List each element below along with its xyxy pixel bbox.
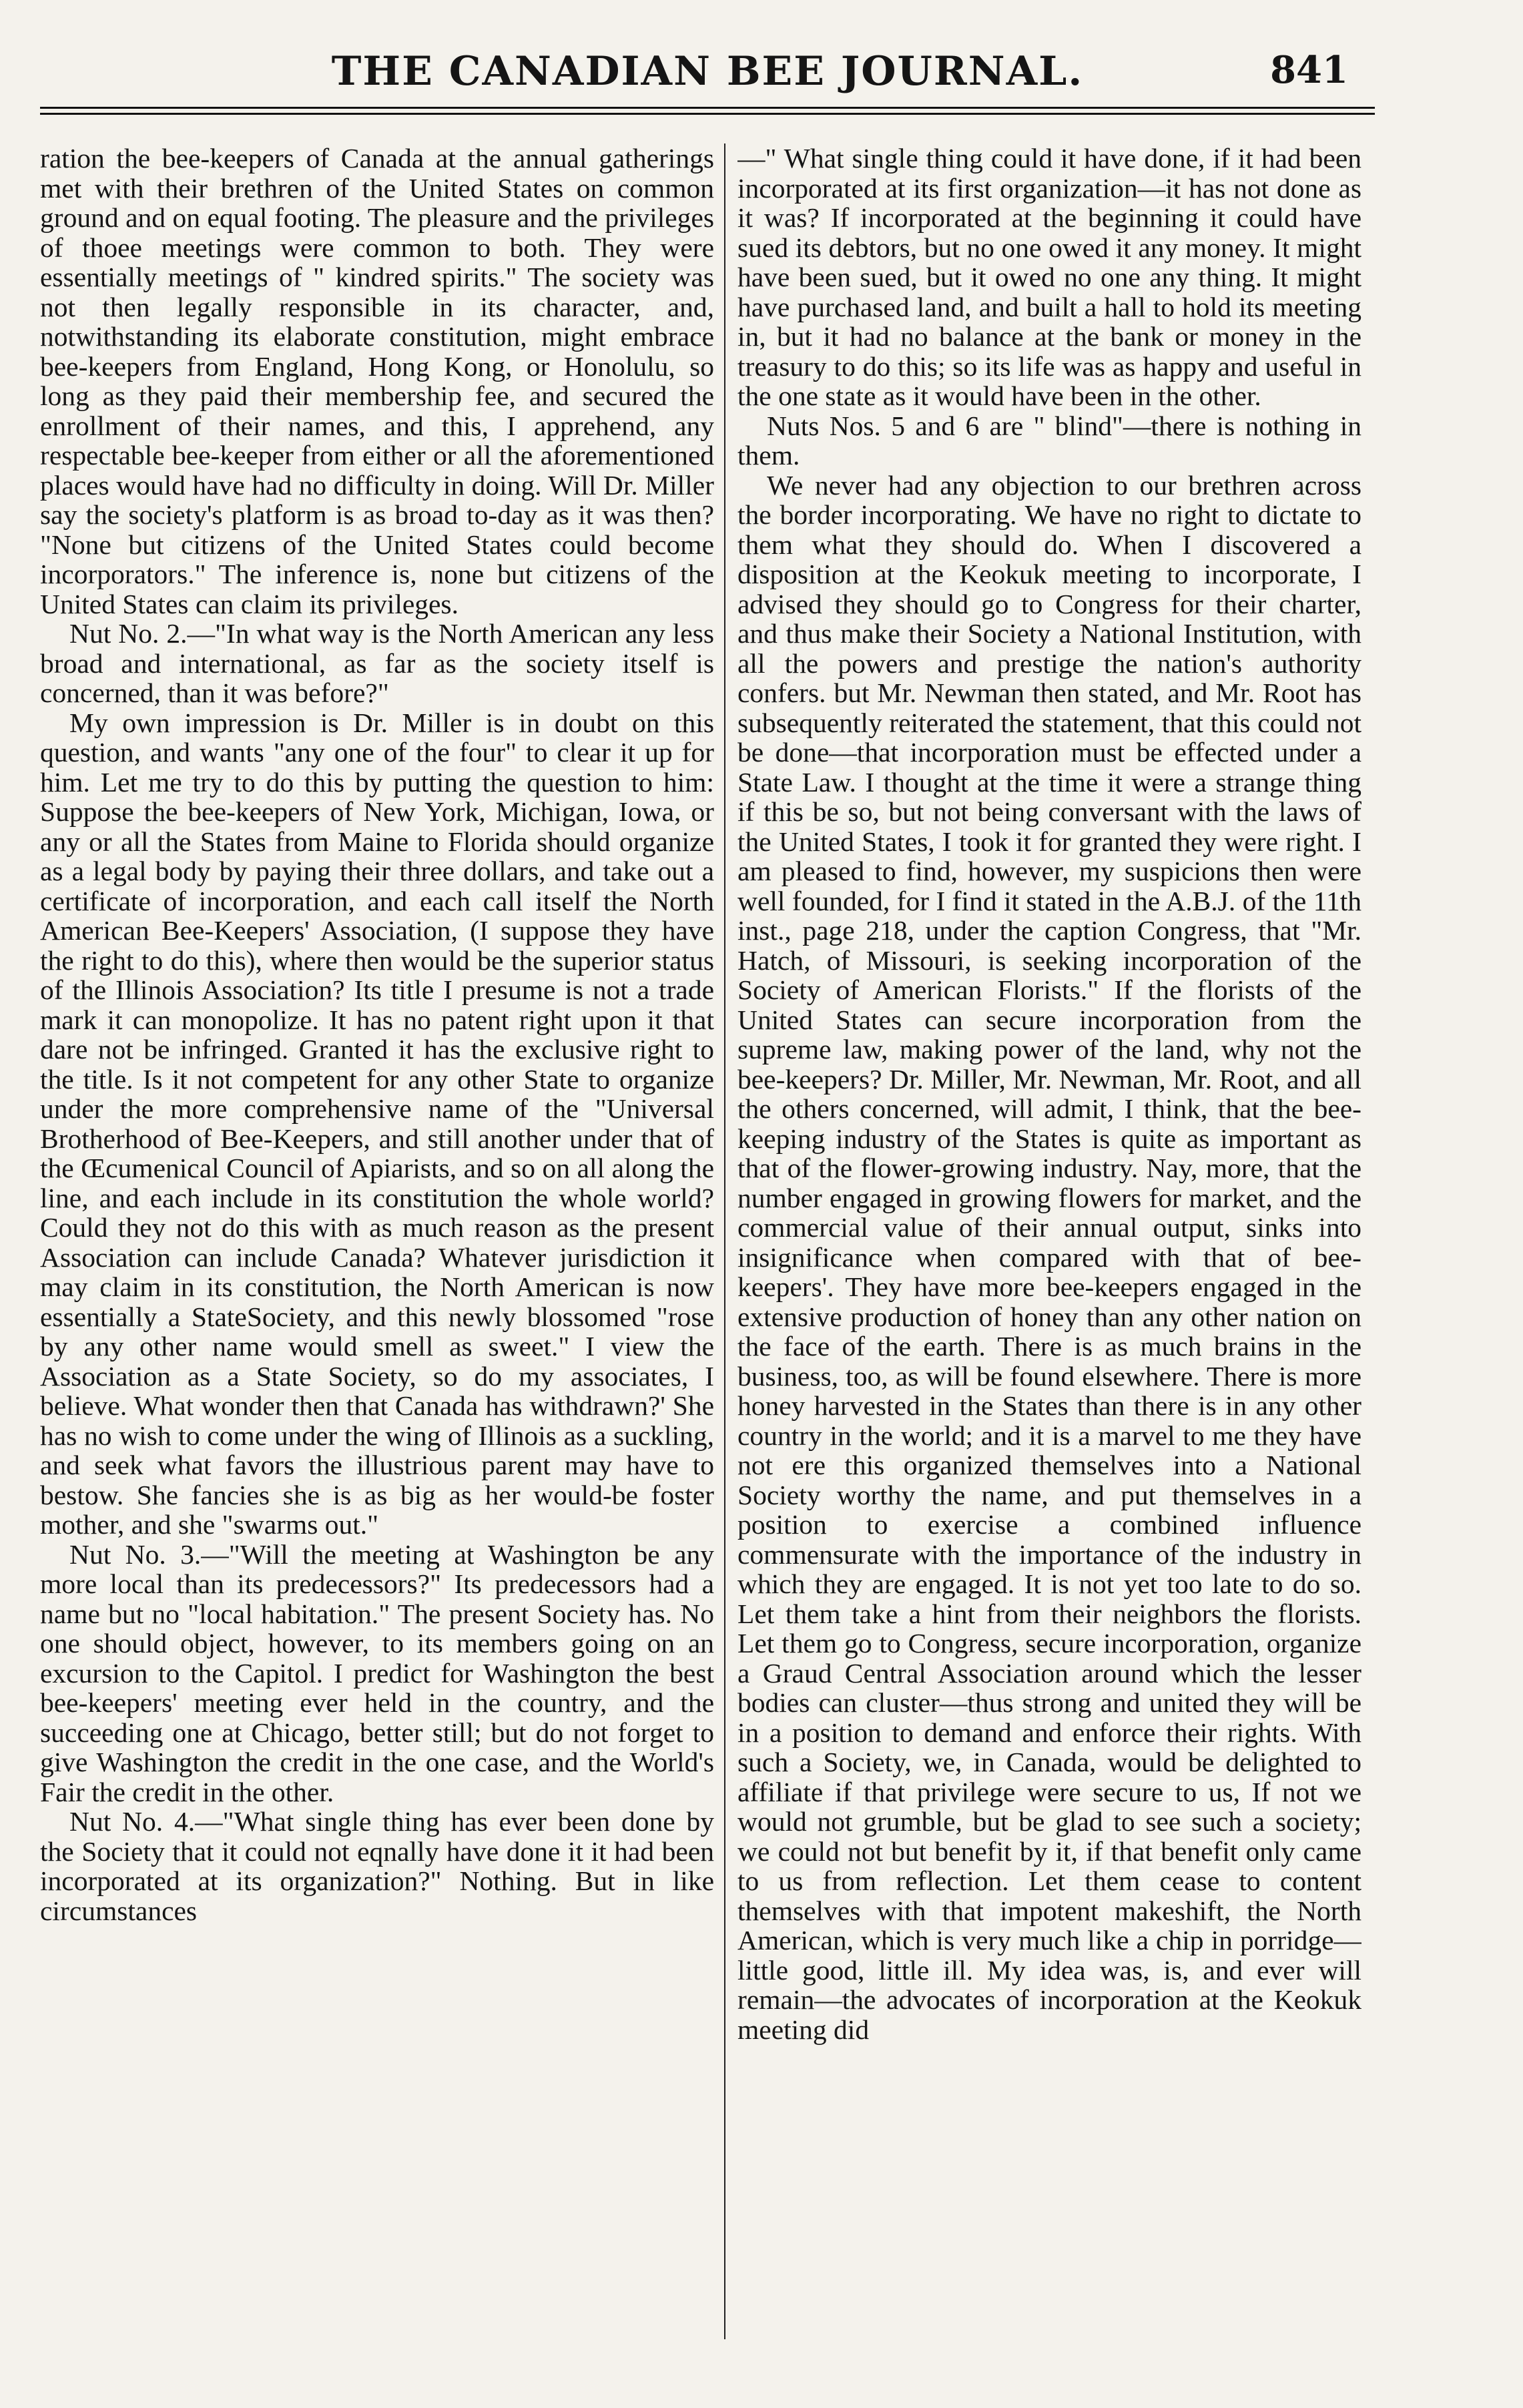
left-paragraph-3: My own impression is Dr. Miller is in doubt on this question, and wants "any one of the four" to clear it up for him. Let me try to do this by putting the question to him: Suppose the bee-keepers of New York, Michigan, Iowa, or any or all the States from Maine to Florida should organize as a legal body by paying their three dollars, and take out a certificate of incorporation, and each call itself the North American Bee-Keepers' Association, (I suppose they have the right to do this), where then would be the superior status of the Illinois Association? Its title I presume is not a trade mark it can monopolize. It has no patent right upon it that dare not be infringed. Granted it has the exclusive right to the title. Is it not competent for any other State to organize under the more comprehensive name of the "Universal Brotherhood of Bee-Keepers, and still another under that of the Œcumenical Council of Apiarists, and so on all along the line, and each include in its constitution the whole world? Could they not do this with as much reason as the present Association can include Canada? Whatever jurisdiction it may claim in its constitution, the North American is now essentially a StateSociety, and this newly blossomed "rose by any other name would smell as sweet." I view the Association as a State Society, so do my associates, I believe. What wonder then that Canada has withdrawn?' She has no wish to come under the wing of Illinois as a suckling, and seek what favors the illustrious parent may have to bestow. She fancies she is as big as her would-be foster mother, and she "swarms out." (40, 707, 714, 1540)
journal-title: THE CANADIAN BEE JOURNAL. (331, 48, 1084, 95)
right-paragraph-2: Nuts Nos. 5 and 6 are " blind"—there is nothing in them. (737, 410, 1361, 471)
right-paragraph-1: —" What single thing could it have done, if it had been incorporated at its first organization—it has not done as it was? If incorporated at the beginning it could have sued its debtors, but no one owed it any money. It might have been sued, but it owed no one any thing. It might have purchased land, and built a hall to hold its meeting in, but it had no balance at the bank or money in the treasury to do this; so its life was as happy and useful in the one state as it would have been in the other. (737, 143, 1361, 411)
right-paragraph-3: We never had any objection to our brethren across the border incorporating. We have no right to dictate to them what they should do. When I discovered a disposition at the Keokuk meeting to incorporate, I advised they should go to Congress for their charter, and thus make their Society a National Institution, with all the powers and prestige the nation's authority confers. but Mr. Newman then stated, and Mr. Root has subsequently reiterated the statement, that this could not be done—that incorporation must be effected under a State Law. I thought at the time it were a strange thing if this be so, but not being conversant with the laws of the United States, I took it for granted they were right. I am pleased to find, however, my suspicions then were well founded, for I find it stated in the A.B.J. of the 11th inst., page 218, under the caption Congress, that "Mr. Hatch, of Missouri, is seeking incorporation of the Society of American Florists." If the florists of the United States can secure incorporation from the supreme law, making power of the land, why not the bee-keepers? Dr. Miller, Mr. Newman, Mr. Root, and all the others concerned, will admit, I think, that the bee-keeping industry of the States is quite as important as that of the flower-growing industry. Nay, more, that the number engaged in growing flowers for market, and the commercial value of their annual output, sinks into insignificance when compared with that of bee-keepers'. They have more bee-keepers engaged in the extensive production of honey than any other nation on the face of the earth. There is as much brains in the business, too, as will be found elsewhere. There is more honey harvested in the States than there is in any other country in the world; and it is a marvel to me they have not ere this organized themselves into a National Society worthy the name, and put themselves in a position to exercise a combined influence commensurate with the importance of the industry in which they are engaged. It is not yet too late to do so. Let them take a hint from their neighbors the florists. Let them go to Congress, secure incorporation, organize a Graud Central Association around which the lesser bodies can cluster—thus strong and united they will be in a position to demand and enforce their rights. With such a Society, we, in Canada, would be delighted to affiliate if that privilege were secure to us, If not we would not grumble, but be glad to see such a society; we could not but benefit by it, if that benefit only came to us from reflection. Let them cease to content themselves with that impotent makeshift, the North American, which is very much like a chip in porridge—little good, little ill. My idea was, is, and ever will remain—the advocates of incorporation at the Keokuk meeting did (737, 469, 1361, 2045)
header-rule (40, 107, 1375, 115)
page-number: 841 (1270, 48, 1348, 92)
left-paragraph-2: Nut No. 2.—"In what way is the North American any less broad and international, as far as the society itself is concerned, than it was before?" (40, 618, 714, 708)
left-paragraph-4: Nut No. 3.—"Will the meeting at Washington be any more local than its predecessors?" Its predecessors had a name but no "local habitation." The present Society has. No one should object, however, to its members going on an excursion to the Capitol. I predict for Washington the best bee-keepers' meeting ever held in the country, and the succeeding one at Chicago, better still; but do not forget to give Washington the credit in the one case, and the World's Fair the credit in the other. (40, 1538, 714, 1807)
left-paragraph-5: Nut No. 4.—"What single thing has ever been done by the Society that it could not eqnally have done it it had been incorporated at its organization?" Nothing. But in like circumstances (40, 1806, 714, 1926)
left-column (40, 143, 714, 2359)
right-column (737, 143, 1361, 2359)
journal-page (40, 0, 1375, 2408)
page-header (40, 40, 1375, 100)
column-divider (724, 143, 725, 2339)
left-paragraph-1: ration the bee-keepers of Canada at the annual gatherings met with their brethren of the United States on common ground and on equal footing. The pleasure and the privileges of thoee meetings were common to both. They were essentially meetings of " kindred spirits." The society was not then legally responsible in its character, and, notwithstanding its elaborate constitution, might embrace bee-keepers from England, Hong Kong, or Honolulu, so long as they paid their membership fee, and secured the enrollment of their names, and this, I apprehend, any respectable bee-keeper from either or all the aforementioned places would have had no difficulty in doing. Will Dr. Miller say the society's platform is as broad to-day as it was then? "None but citizens of the United States could become incorporators." The inference is, none but citizens of the United States can claim its privileges. (40, 143, 714, 619)
